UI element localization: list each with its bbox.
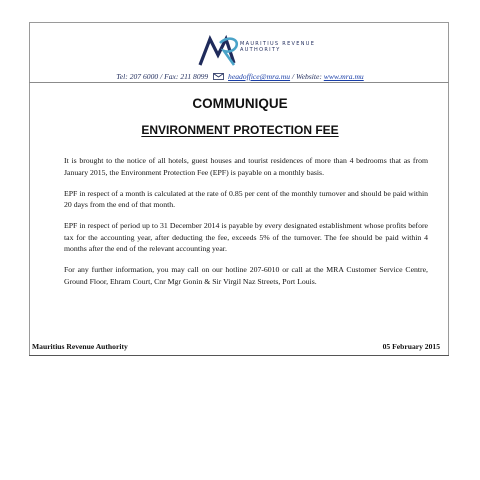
page-title: COMMUNIQUE [192, 96, 288, 111]
header-divider [29, 82, 449, 83]
subtitle-text: ENVIRONMENT PROTECTION FEE [141, 123, 339, 137]
footer-organization: Mauritius Revenue Authority [32, 342, 128, 351]
page-subtitle [0, 123, 480, 137]
mra-logo [198, 33, 318, 69]
footer-divider [29, 355, 449, 356]
contact-line [0, 72, 480, 82]
website-link[interactable]: www.mra.mu [323, 72, 364, 81]
email-link[interactable]: headoffice@mra.mu [228, 72, 291, 81]
paragraph: EPF in respect of a month is calculated at the rate of 0.85 per cent of the monthly turnover and should be paid within 20 days from the end of that month. [64, 188, 428, 209]
paragraph: It is brought to the notice of all hotels, guest houses and tourist residences of more than 4 bedrooms that as from January 2015, the Environment Protection Fee (EPF) is payable on a monthly basis. [64, 156, 428, 177]
mra-logo-mark-icon [198, 33, 242, 67]
paragraph: EPF in respect of period up to 31 December 2014 is payable by every designated establishment whose profits before tax for the accounting year, after deducting the fee, exceeds 5% of the turnover. The fee should be paid within 4 months after the end of the relevant accounting year. [64, 221, 428, 253]
phone-fax: Tel: 207 6000 / Fax: 211 8099 [116, 72, 209, 81]
footer-date: 05 February 2015 [382, 342, 440, 351]
document-body [64, 155, 428, 297]
website-label: / Website: [291, 72, 322, 81]
logo-text: MAURITIUS REVENUE AUTHORITY [240, 41, 316, 54]
envelope-icon [213, 73, 224, 82]
paragraph: For any further information, you may call on our hotline 207-6010 or call at the MRA Customer Service Centre, Ground Floor, Ehram Court, Cnr Mgr Gonin & Sir Virgil Naz Streets, Port Louis. [64, 265, 428, 286]
